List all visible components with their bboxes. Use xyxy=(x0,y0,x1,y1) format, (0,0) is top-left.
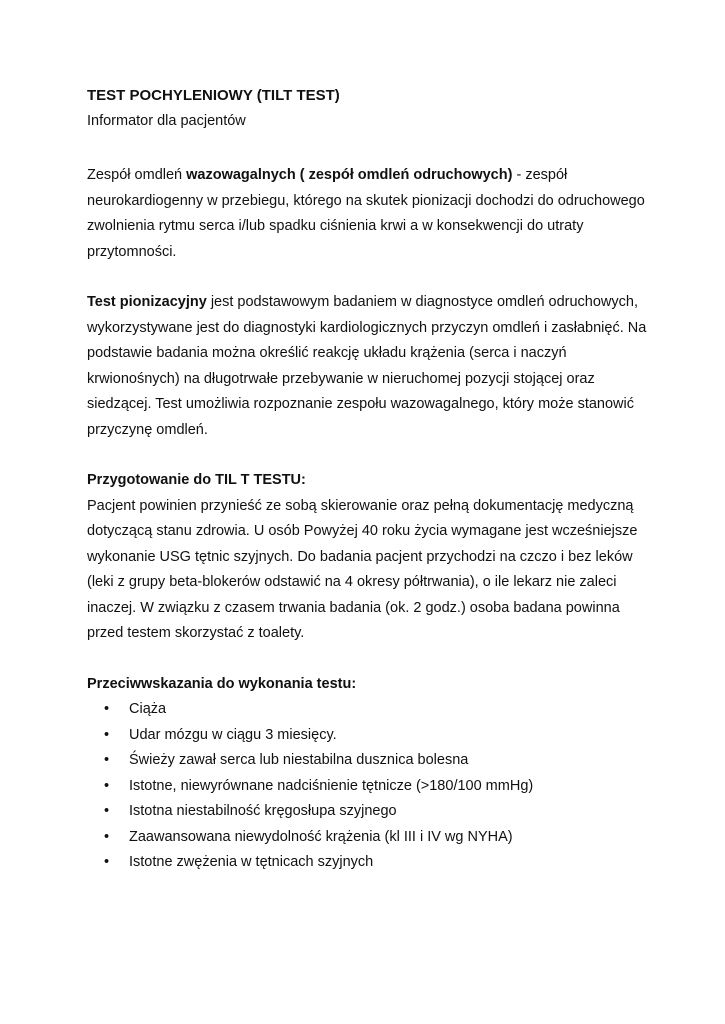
intro-bold-term: wazowagalnych ( zespół omdleń odruchowych) xyxy=(186,167,513,183)
test-text: jest podstawowym badaniem w diagnostyce omdleń odruchowych, wykorzystywane jest do diagnostyki kardiologicznych przyczyn omdleń i zasłabnięć. Na podstawie badania można określić reakcję układu krążenia (serca i naczyń krwionośnych) na długotrwałe przebywanie w nieruchomej pozycji stojącej oraz siedzącej. Test umożliwia rozpoznanie zespołu wazowagalnego, który może stanowić przyczynę omdleń. xyxy=(87,294,647,438)
intro-text-1: Zespół omdleń xyxy=(87,167,187,183)
contraindications-list xyxy=(87,697,655,876)
bullet-icon: • xyxy=(104,828,110,845)
preparation-section xyxy=(87,468,655,647)
bullet-icon: • xyxy=(104,854,110,870)
bullet-icon: • xyxy=(104,803,110,819)
list-item-text: Istotna niestabilność kręgosłupa szyjnego xyxy=(129,803,397,819)
document-subtitle: Informator dla pacjentów xyxy=(87,113,246,129)
bullet-icon: • xyxy=(104,726,110,743)
list-item xyxy=(87,697,655,723)
preparation-text: Pacjent powinien przynieść ze sobą skierowanie oraz pełną dokumentację medyczną dotyczącą stanu zdrowia. U osób Powyżej 40 roku życia wymagane jest wcześniejsze wykonanie USG tętnic szyjnych. Do badania pacjent przychodzi na czczo i bez leków (leki z grupy beta-blokerów odstawić na 4 okresy półtrwania), o ile lekarz nie zaleci inaczej. W związku z czasem trwania badania (ok. 2 godz.) osoba badana powinna przed testem skorzystać z toalety. xyxy=(87,497,638,641)
list-item xyxy=(87,774,655,800)
list-item-text: Istotne zwężenia w tętnicach szyjnych xyxy=(129,854,374,870)
test-bold-term: Test pionizacyjny xyxy=(87,294,207,310)
intro-paragraph xyxy=(87,163,655,265)
contraindications-section xyxy=(87,672,655,876)
bullet-icon: • xyxy=(104,777,110,794)
list-item-text: Istotne, niewyrównane nadciśnienie tętnicze (>180/100 mmHg) xyxy=(129,777,534,794)
contraindications-heading: Przeciwwskazania do wykonania testu: xyxy=(87,675,357,692)
intro-text-2: - zespół neurokardiogenny w przebiegu, którego na skutek pionizacji dochodzi do odruchowego zwolnienia rytmu serca i/lub spadku ciśnienia krwi a w konsekwencji do utraty przytomności. xyxy=(87,167,645,260)
list-item xyxy=(87,799,655,825)
bullet-icon: • xyxy=(104,701,110,717)
list-item xyxy=(87,723,655,749)
list-item xyxy=(87,825,655,851)
list-item-text: Zaawansowana niewydolność krążenia (kl III i IV wg NYHA) xyxy=(129,828,513,845)
preparation-heading: Przygotowanie do TIL T TESTU: xyxy=(87,472,306,488)
list-item-text: Świeży zawał serca lub niestabilna dusznica bolesna xyxy=(129,752,469,768)
document-title: TEST POCHYLENIOWY (TILT TEST) xyxy=(87,87,340,104)
list-item-text: Ciąża xyxy=(129,701,167,717)
list-item xyxy=(87,850,655,876)
list-item xyxy=(87,748,655,774)
list-item-text: Udar mózgu w ciągu 3 miesięcy. xyxy=(129,726,337,743)
bullet-icon: • xyxy=(104,752,110,768)
test-paragraph xyxy=(87,290,655,443)
